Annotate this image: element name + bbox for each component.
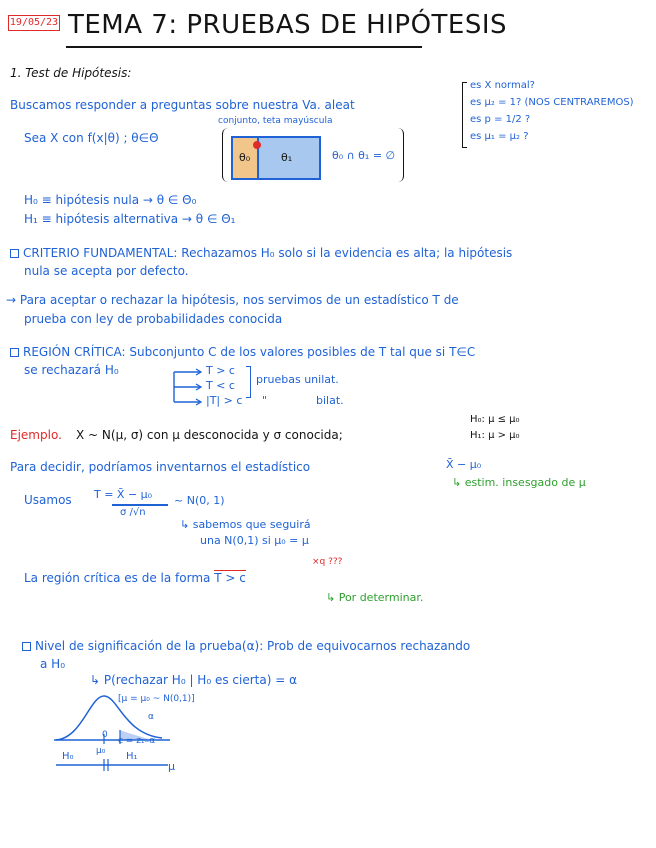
estadistico-line-2: prueba con ley de probabilidades conocida (24, 312, 283, 326)
axis-h0: H₀ (62, 751, 74, 762)
estadistico-line-1: → Para aceptar o rechazar la hipótesis, nos servimos de un estadístico T de (6, 293, 459, 307)
parameter-space-diagram (231, 136, 321, 180)
xbar-minus-mu0: X̄ − μ₀ (446, 458, 482, 471)
estimator-note: ↳ estim. insesgado de μ (452, 476, 586, 489)
sabemos-line-2: una N(0,1) si μ₀ = μ (200, 534, 309, 547)
nivel-line-2: a H₀ (40, 657, 66, 671)
criterio-line-2: nula se acepta por defecto. (24, 264, 189, 278)
criterio-line-1: CRITERIO FUNDAMENTAL: Rechazamos H₀ solo si la evidencia es alta; la hipótesis (10, 246, 512, 260)
option-t-less: T < c (206, 379, 235, 392)
unilat-label: pruebas unilat. (256, 373, 339, 386)
zero-label: 0 (102, 730, 108, 740)
region-form-line: La región crítica es de la forma T > c (24, 571, 246, 585)
usamos-label: Usamos (24, 493, 72, 507)
conjunto-note: conjunto, teta mayúscula (218, 116, 333, 126)
title-underline (66, 46, 422, 48)
unilat-brace (246, 366, 251, 398)
region-line-2: se rechazará H₀ (24, 363, 119, 377)
bullet-icon (22, 642, 31, 651)
section-heading: 1. Test de Hipótesis: (10, 66, 132, 80)
hypothesis-axis (56, 758, 186, 772)
region-form: T > c (214, 571, 246, 585)
alpha-label: α (148, 712, 154, 722)
theta0-region (233, 138, 259, 178)
xq-note: ×q ??? (312, 557, 343, 567)
example-h1: H₁: μ > μ₀ (470, 430, 520, 441)
example-text: X ~ N(μ, σ) con μ desconocida y σ conocida; (76, 428, 343, 442)
example-label: Ejemplo. (10, 428, 62, 442)
sabemos-line-1: ↳ sabemos que seguirá (180, 518, 311, 531)
boundary-dot (253, 141, 261, 149)
h1-definition: H₁ ≡ hipótesis alternativa → θ ∈ Θ₁ (24, 212, 236, 226)
example-h0: H₀: μ ≤ μ₀ (470, 414, 520, 425)
date-stamp: 19/05/23 (8, 15, 60, 31)
intersection-note: θ₀ ∩ θ₁ = ∅ (332, 149, 396, 162)
nivel-line-3: ↳ P(rechazar H₀ | H₀ es cierta) = α (90, 673, 297, 687)
bullet-icon (10, 348, 19, 357)
ditto-mark: " (262, 394, 268, 407)
question-2: es μ₂ = 1? (NOS CENTRAREMOS) (470, 97, 634, 108)
determinar-note: ↳ Por determinar. (326, 591, 424, 604)
fraction-bar (112, 504, 168, 506)
theta0-label: θ₀ (239, 151, 251, 164)
questions-brace (462, 82, 467, 148)
c-label: c = z₁₋α (118, 736, 156, 746)
question-3: es p = 1/2 ? (470, 114, 531, 125)
t-formula-denominator: σ /√n (120, 507, 146, 518)
page-title: TEMA 7: PRUEBAS DE HIPÓTESIS (68, 10, 508, 40)
region-line-1: REGIÓN CRÍTICA: Subconjunto C de los valores posibles de T tal que si T∈C (10, 345, 475, 359)
bullet-icon (10, 249, 19, 258)
axis-mu: μ (168, 760, 175, 773)
sea-line: Sea X con f(x|θ) ; θ∈Θ (24, 131, 159, 145)
nivel-line-1: Nivel de significación de la prueba(α): Prob de equivocarnos rechazando (22, 639, 470, 653)
h0-definition: H₀ ≡ hipótesis nula → θ ∈ Θ₀ (24, 193, 197, 207)
theta1-label: θ₁ (281, 151, 293, 164)
question-1: es X normal? (470, 80, 535, 91)
curve-label: [μ = μ₀ ~ N(0,1)] (118, 694, 195, 704)
option-t-greater: T > c (206, 364, 235, 377)
decidir-line: Para decidir, podríamos inventarnos el estadístico (10, 460, 311, 474)
axis-mu0: μ₀ (96, 746, 106, 756)
t-formula-numerator: T = X̄ − μ₀ (94, 488, 153, 501)
bilat-label: bilat. (316, 394, 344, 407)
intro-line: Buscamos responder a preguntas sobre nuestra Va. aleat (10, 98, 355, 112)
t-distribution: ~ N(0, 1) (174, 494, 225, 507)
region-options-arrows (170, 364, 210, 410)
question-4: es μ₁ = μ₂ ? (470, 131, 529, 142)
axis-h1: H₁ (126, 751, 138, 762)
option-abs-t-greater: |T| > c (206, 394, 243, 407)
